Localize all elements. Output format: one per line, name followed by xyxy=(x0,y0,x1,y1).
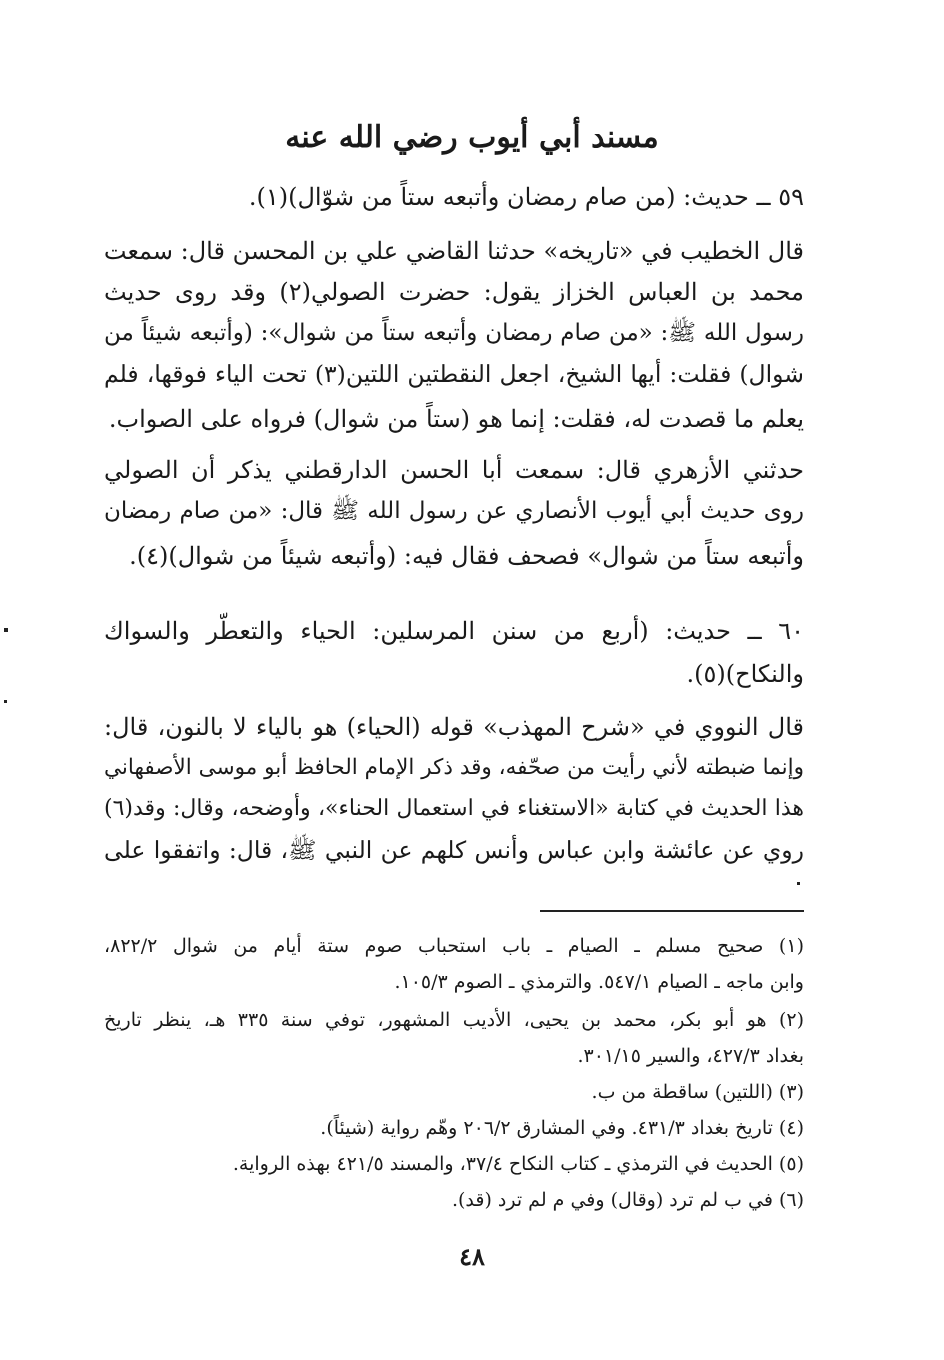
body-line: شوال) فقلت: أيها الشيخ، اجعل النقطتين اللتين(٣) تحت الياء فوقها، فلم xyxy=(104,360,804,388)
body-line: روى حديث أبي أيوب الأنصاري عن رسول الله ﷺ قال: «من صام رمضان xyxy=(104,498,804,524)
scan-speck xyxy=(4,628,8,632)
hadith-59-line: ٥٩ ــ حديث: (من صام رمضان وأتبعه ستاً من شوّال)(١). xyxy=(248,183,804,211)
footnote-line: (٢) هو أبو بكر، محمد بن يحيى، الأديب المشهور، توفي سنة ٣٣٥ هـ، ينظر تاريخ xyxy=(104,1009,804,1031)
footnote-line: (٣) (اللتين) ساقطة من ب. xyxy=(591,1081,804,1103)
body-line: وإنما ضبطته لأني رأيت من صحّفه، وقد ذكر الإمام الحافظ أبو موسى الأصفهاني xyxy=(104,755,804,780)
body-line: وأتبعه ستاً من شوال» فصحف فقال فيه: (وأتبعه شيئاً من شوال)(٤). xyxy=(129,542,804,570)
scan-speck xyxy=(4,700,7,703)
footnote-line: (٤) تاريخ بغداد ٤٣١/٣. وفي المشارق ٢٠٦/٢ وهّم رواية (شيئاً). xyxy=(320,1117,804,1139)
footnote-line: (١) صحيح مسلم ـ الصيام ـ باب استحباب صوم ستة أيام من شوال ٨٢٢/٢، xyxy=(104,935,804,957)
footnote-line: وابن ماجه ـ الصيام ٥٤٧/١. والترمذي ـ الصوم ١٠٥/٣. xyxy=(394,971,804,993)
body-line: حدثني الأزهري قال: سمعت أبا الحسن الدارقطني يذكر أن الصولي xyxy=(104,456,804,484)
scan-speck xyxy=(797,882,800,885)
body-line: والنكاح)(٥). xyxy=(686,660,804,688)
footnote-separator xyxy=(540,910,804,912)
page-number: ٤٨ xyxy=(459,1242,485,1271)
footnote-line: (٥) الحديث في الترمذي ـ كتاب النكاح ٣٧/٤، والمسند ٤٢١/٥ بهذه الرواية. xyxy=(232,1153,804,1175)
page-title: مسند أبي أيوب رضي الله عنه xyxy=(285,120,659,155)
body-line: قال الخطيب في «تاريخه» حدثنا القاضي علي بن المحسن قال: سمعت xyxy=(103,237,804,265)
body-line: هذا الحديث في كتابة «الاستغناء في استعمال الحناء»، وأوضحه، وقال: وقد(٦) xyxy=(104,796,804,821)
body-line: يعلم ما قصدت له، فقلت: إنما هو (ستاً من شوال) فرواه على الصواب. xyxy=(108,405,804,433)
body-line: رسول الله ﷺ: «من صام رمضان وأتبعه ستاً من شوال»: (وأتبعه شيئاً من xyxy=(104,320,804,346)
body-line: روي عن عائشة وابن عباس وأنس كلهم عن النبي ﷺ، قال: واتفقوا على xyxy=(104,836,804,864)
body-line: قال النووي في «شرح المهذب» قوله (الحياء) هو بالياء لا بالنون، قال: xyxy=(104,713,804,741)
footnote-line: بغداد ٤٢٧/٣، والسير ٣٠١/١٥. xyxy=(577,1045,804,1067)
body-line: محمد بن العباس الخزاز يقول: حضرت الصولي(٢) وقد روى حديث xyxy=(104,278,804,306)
hadith-60-line: ٦٠ ــ حديث: (أربع من سنن المرسلين: الحياء والتعطّر والسواك xyxy=(104,617,804,645)
footnote-line: (٦) في ب لم ترد (وقال) وفي م لم ترد (قد). xyxy=(451,1189,804,1211)
